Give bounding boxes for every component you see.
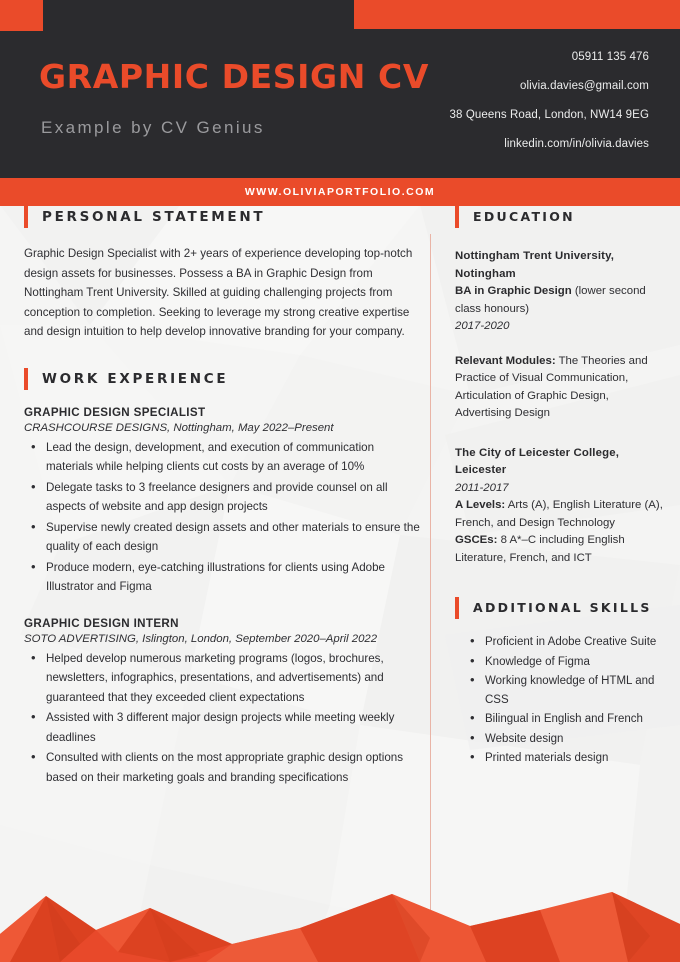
job-company-dates: CRASHCOURSE DESIGNS, Nottingham, May 2022–Present <box>24 421 334 434</box>
content-area <box>0 206 680 962</box>
accent-bar-icon <box>455 206 459 228</box>
list-item: • Lead the design, development, and execution of communication materials while helping clients cut costs by an average of 10% <box>46 438 420 477</box>
page-subtitle: Example by CV Genius <box>41 118 265 137</box>
education-alevels-detail: Arts (A), English Literature (A), French, and Design Technology <box>455 499 663 529</box>
accent-bar-icon <box>24 368 28 390</box>
list-item: • Helped develop numerous marketing programs (logos, brochures, newsletters, infographics, presentations, and advertisements) and guaranteed that they exceeded client expectations <box>46 649 420 708</box>
education-modules-label: Relevant Modules: <box>455 354 556 367</box>
personal-statement-body: Graphic Design Specialist with 2+ years of experience developing top-notch design assets for businesses. Possess a BA in Graphic Design from Nottingham Trent University. Skilled at guiding challenging projects from conception to completion. Seeking to leverage my strong creative expertise and design intuition to help develop innovative branding for your company. <box>24 247 413 338</box>
decor-bar-top-right <box>354 0 680 29</box>
list-item: • Consulted with clients on the most appropriate graphic design options based on their marketing goals and branding specifications <box>46 748 420 787</box>
job-bullet-list <box>24 649 420 788</box>
job-bullet-list <box>24 438 420 597</box>
education-entry <box>455 248 663 336</box>
section-header-work-experience <box>24 368 420 390</box>
header <box>0 0 680 178</box>
section-title-work-experience: WORK EXPERIENCE <box>42 370 229 387</box>
work-experience-entry <box>24 617 420 788</box>
contact-info <box>450 50 649 151</box>
education-dates: 2011-2017 <box>455 481 509 494</box>
list-item: • Proficient in Adobe Creative Suite <box>485 633 663 652</box>
contact-linkedin[interactable]: linkedin.com/in/olivia.davies <box>504 138 649 150</box>
skills-list <box>455 633 663 768</box>
list-item: • Printed materials design <box>485 749 663 768</box>
education-entry <box>455 445 663 568</box>
accent-bar-icon <box>455 597 459 619</box>
list-item: • Assisted with 3 different major design projects while meeting weekly deadlines <box>46 708 420 747</box>
education-degree-label: BA in Graphic Design <box>455 285 572 297</box>
education-school: The City of Leicester College, Leicester <box>455 446 620 476</box>
education-degree-detail: (lower second class honours) <box>455 285 646 315</box>
education-school: Nottingham Trent University, Notingham <box>455 250 615 280</box>
list-item: • Website design <box>485 730 663 749</box>
website-banner[interactable] <box>0 178 680 206</box>
education-modules-detail: The Theories and Practice of Visual Communication, Articulation of Graphic Design, Advertising Design <box>455 354 648 419</box>
work-experience-entry <box>24 406 420 597</box>
education-modules <box>455 353 663 423</box>
job-company-dates: SOTO ADVERTISING, Islington, London, September 2020–April 2022 <box>24 632 378 645</box>
contact-phone: 05911 135 476 <box>571 51 649 63</box>
job-title: GRAPHIC DESIGN SPECIALIST <box>24 405 206 419</box>
education-alevels-label: A Levels: <box>455 499 506 511</box>
right-column <box>455 206 663 769</box>
education-gcses-detail: 8 A*–C including English Literature, French, and ICT <box>455 534 625 564</box>
education-gcses <box>455 532 663 567</box>
section-header-additional-skills <box>455 597 663 619</box>
education-modules-text <box>455 353 663 423</box>
section-title-education: EDUCATION <box>473 209 575 224</box>
list-item: • Delegate tasks to 3 freelance designers and provide counsel on all aspects of website and app design projects <box>46 478 420 517</box>
website-url: WWW.OLIVIAPORTFOLIO.COM <box>244 186 436 198</box>
section-header-education <box>455 206 663 228</box>
education-degree <box>455 283 663 318</box>
decor-block-top-left <box>0 0 43 31</box>
contact-address: 38 Queens Road, London, NW14 9EG <box>449 109 649 121</box>
left-column <box>24 206 420 788</box>
education-alevels <box>455 497 663 532</box>
contact-email[interactable]: olivia.davies@gmail.com <box>519 80 649 92</box>
accent-bar-icon <box>24 206 28 228</box>
column-divider <box>430 234 431 910</box>
list-item: • Working knowledge of HTML and CSS <box>485 672 663 709</box>
section-title-personal-statement: PERSONAL STATEMENT <box>42 209 266 225</box>
list-item: • Produce modern, eye-catching illustrations for clients using Adobe Illustrator and Figma <box>46 558 420 597</box>
list-item: • Bilingual in English and French <box>485 710 663 729</box>
section-title-additional-skills: ADDITIONAL SKILLS <box>473 600 652 615</box>
section-header-personal-statement <box>24 206 420 228</box>
list-item: • Knowledge of Figma <box>485 653 663 672</box>
education-gcses-label: GSCEs: <box>455 534 498 546</box>
education-dates: 2017-2020 <box>455 320 510 332</box>
job-title: GRAPHIC DESIGN INTERN <box>24 616 179 630</box>
list-item: • Supervise newly created design assets and other materials to ensure the quality of each design <box>46 518 420 557</box>
page-title: GRAPHIC DESIGN CV <box>39 57 429 96</box>
